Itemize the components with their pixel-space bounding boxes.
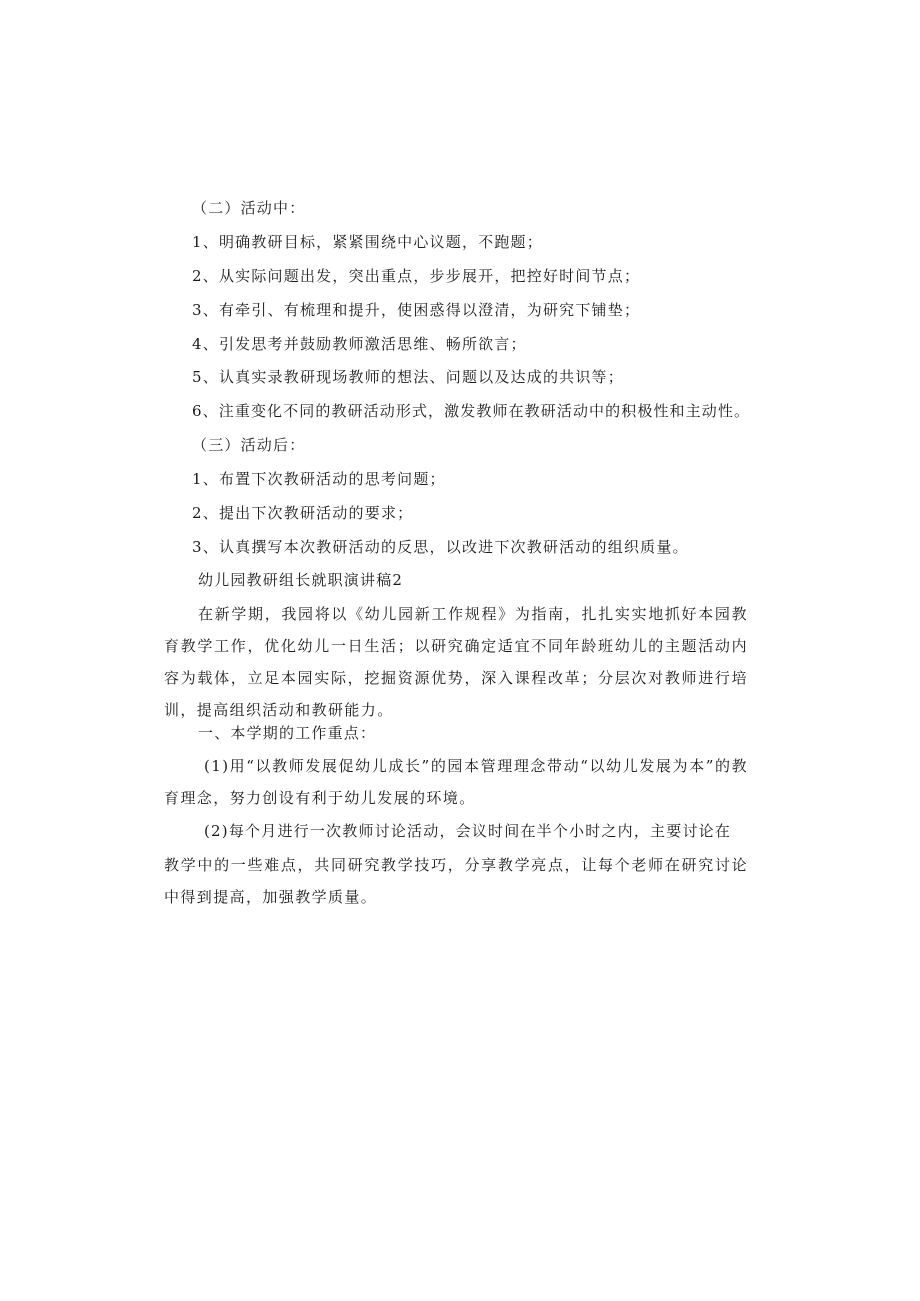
list-item: 3、有牵引、有梳理和提升，使困惑得以澄清，为研究下铺垫； xyxy=(192,301,641,319)
focus-point-2-rest: 教学中的一些难点，共同研究教学技巧，分享教学亮点，让每个老师在研究讨论中得到提高，加强教学质量。 xyxy=(164,856,748,906)
speech-intro-paragraph: 在新学期，我园将以《幼儿园新工作规程》为指南，扎扎实实地抓好本园教育教学工作，优化幼儿一日生活；以研究确定适宜不同年龄班幼儿的主题活动内容为载体，立足本园实际，挖掘资源优势，深入课程改革；分层次对教师进行培训，提高组织活动和教研能力。 xyxy=(164,605,748,719)
list-item: 5、认真实录教研现场教师的想法、问题以及达成的共识等； xyxy=(192,368,624,386)
list-item: 2、提出下次教研活动的要求； xyxy=(192,504,414,522)
list-item: 2、从实际问题出发，突出重点，步步展开，把控好时间节点； xyxy=(192,267,641,285)
focus-point-1: (1)用“以教师发展促幼儿成长”的园本管理理念带动“以幼儿发展为本”的教育理念，努力创设有利于幼儿发展的环境。 xyxy=(164,757,748,807)
list-item: 1、布置下次教研活动的思考问题； xyxy=(192,470,446,488)
list-item: 4、引发思考并鼓励教师激活思维、畅所欲言； xyxy=(192,335,527,353)
list-item: 3、认真撰写本次教研活动的反思，以改进下次教研活动的组织质量。 xyxy=(192,538,689,556)
list-item: 1、明确教研目标，紧紧围绕中心议题，不跑题； xyxy=(192,233,543,251)
section-heading-after: （三）活动后： xyxy=(192,436,306,454)
work-focus-heading: 一、本学期的工作重点： xyxy=(198,724,377,742)
list-item: 6、注重变化不同的教研活动形式，激发教师在教研活动中的积极性和主动性。 xyxy=(192,402,751,420)
speech-title: 幼儿园教研组长就职演讲稿2 xyxy=(198,571,404,589)
section-heading-during: （二）活动中： xyxy=(192,199,306,217)
focus-point-2-first-line: (2)每个月进行一次教师讨论活动，会议时间在半个小时之内，主要讨论在 xyxy=(204,822,732,840)
